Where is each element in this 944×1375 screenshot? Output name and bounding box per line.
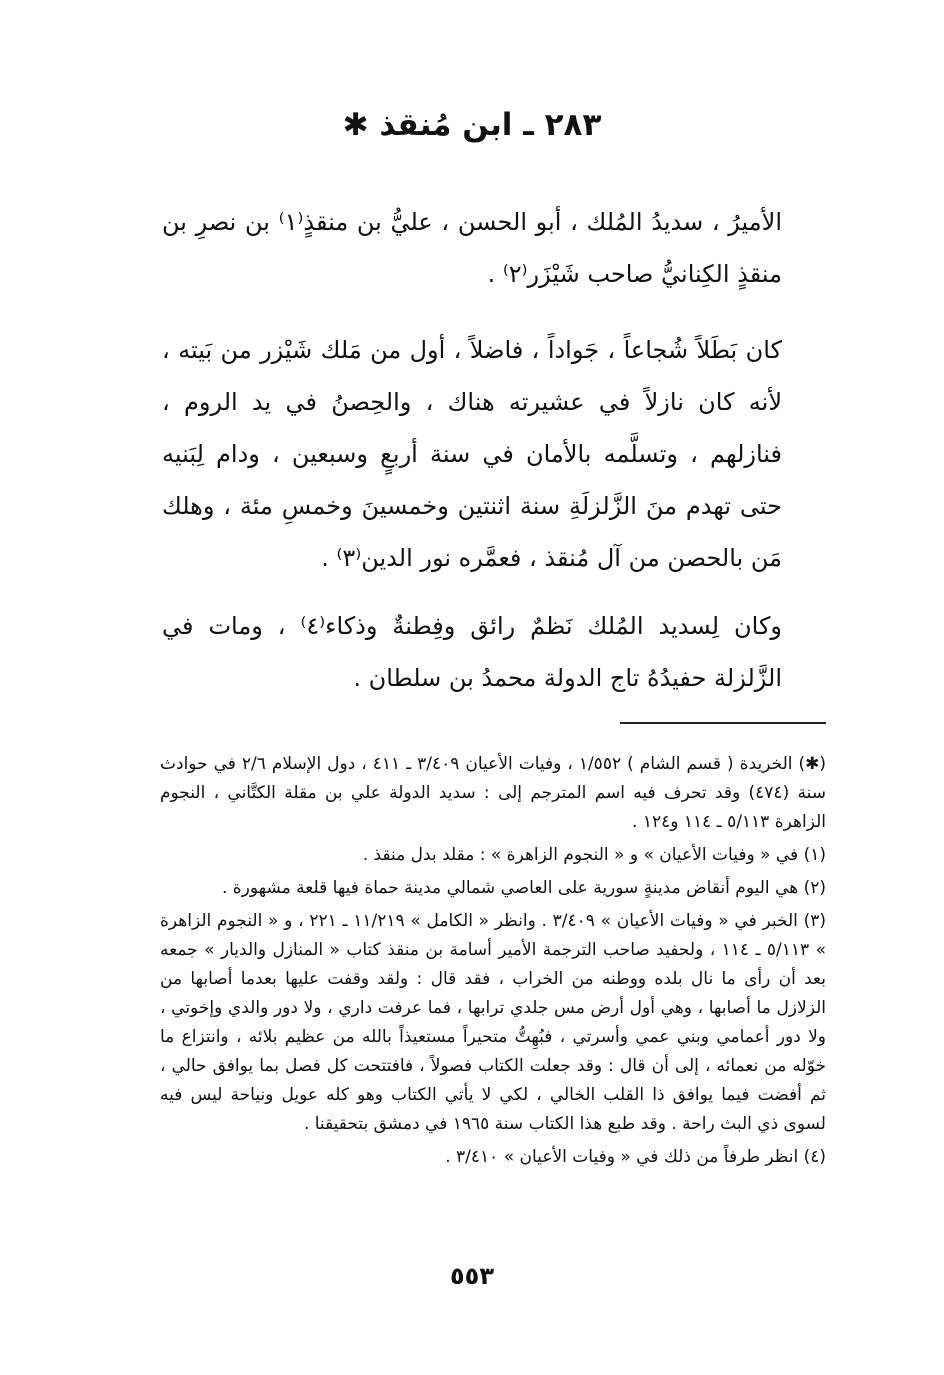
page-number: ٥٥٣ [450, 1262, 494, 1290]
footnote-sources: (✱) الخريدة ( قسم الشام ) ١/٥٥٢ ، وفيات الأعيان ٣/٤٠٩ ـ ٤١١ ، دول الإسلام ٢/٦ في حوادث سنة (٤٧٤) وقد تحرف فيه اسم المترجم إلى : سديد الدولة علي بن مقلة الكتَّاني ، النجوم الزاهرة ٥/١١٣ ـ ١١٤ و١٢٤ . [160, 754, 827, 832]
footnote-separator [620, 722, 826, 724]
footnotes [160, 750, 826, 1176]
paragraph-poetry-and-grandson: وكان لِسديد المُلك نَظمٌ رائق وفِطنةٌ وذكاء⁽٤⁾ ، ومات في الزَّلزلة حفيدُهُ تاج الدولة محمدُ بن سلطان . [162, 612, 782, 692]
footnote-2: (٢) هي اليوم أنقاض مدينةٍ سورية على العاصي شمالي مدينة حماة فيها قلعة مشهورة . [221, 878, 826, 898]
paragraph-name-lineage: الأميرُ ، سديدُ المُلك ، أبو الحسن ، عليُّ بن منقذٍ⁽١⁾ بن نصرِ بن منقذٍ الكِنانيُّ صاحب شَيْزَر⁽٢⁾ . [162, 208, 782, 288]
footnote-1: (١) في « وفيات الأعيان » و « النجوم الزاهرة » : مقلد بدل منقذ . [362, 845, 826, 865]
entry-title: ٢٨٣ ـ ابن مُنقذ ✱ [342, 107, 602, 143]
footnote-4: (٤) انظر طرفاً من ذلك في « وفيات الأعيان » ٣/٤١٠ . [445, 1147, 826, 1167]
footnote-3: (٣) الخبر في « وفيات الأعيان » ٣/٤٠٩ . وانظر « الكامل » ١١/٢١٩ ـ ٢٢١ ، و « النجوم الزاهرة » ٥/١١٣ ـ ١١٤ ، ولحفيد صاحب الترجمة الأمير أسامة بن منقذ كتاب « المنازل والديار » جمعه بعد أن رأى ما نال بلده ووطنه من الخراب ، فقد قال : ولقد وقفت عليها بعدما أصابها من الزلازل ما أصابها ، وهي أول أرض مس جلدي ترابها ، فما عرفت داري ، ولا دور والدي وإخوتي ، ولا دور أعمامي وبني عمي وأسرتي ، فبُهِتُّ متحيراً مستعيذاً بالله من عظيم بلائه ، وانتزاع ما خوّله من نعمائه ، إلى أن قال : وقد جعلت الكتاب فصولاً ، فافتتحت كل فصل بما يوافق حالي ، ثم أفضت فيما يوافق ذا القلب الخالي ، لكي لا يأتي الكتاب وهو كله عويل ونياحة ليس فيه لسوى ذي البث راحة . وقد طبع هذا الكتاب سنة ١٩٦٥ في دمشق بتحقيقنا . [160, 911, 826, 1134]
paragraph-biography: كان بَطَلاً شُجاعاً ، جَواداً ، فاضلاً ، أول من مَلك شَيْزر من بَيته ، لأنه كان نازلاً في عشيرته هناك ، والحِصنُ في يد الروم ، فنازلهم ، وتسلَّمه بالأمان في سنة أربعٍ وسبعين ، ودام لِبَنيه حتى تهدم منَ الزَّلزلَةِ سنة اثنتين وخمسينَ وخمسِ مئة ، وهلك مَن بالحصن من آل مُنقذ ، فعمَّره نور الدين⁽٣⁾ . [162, 336, 782, 572]
